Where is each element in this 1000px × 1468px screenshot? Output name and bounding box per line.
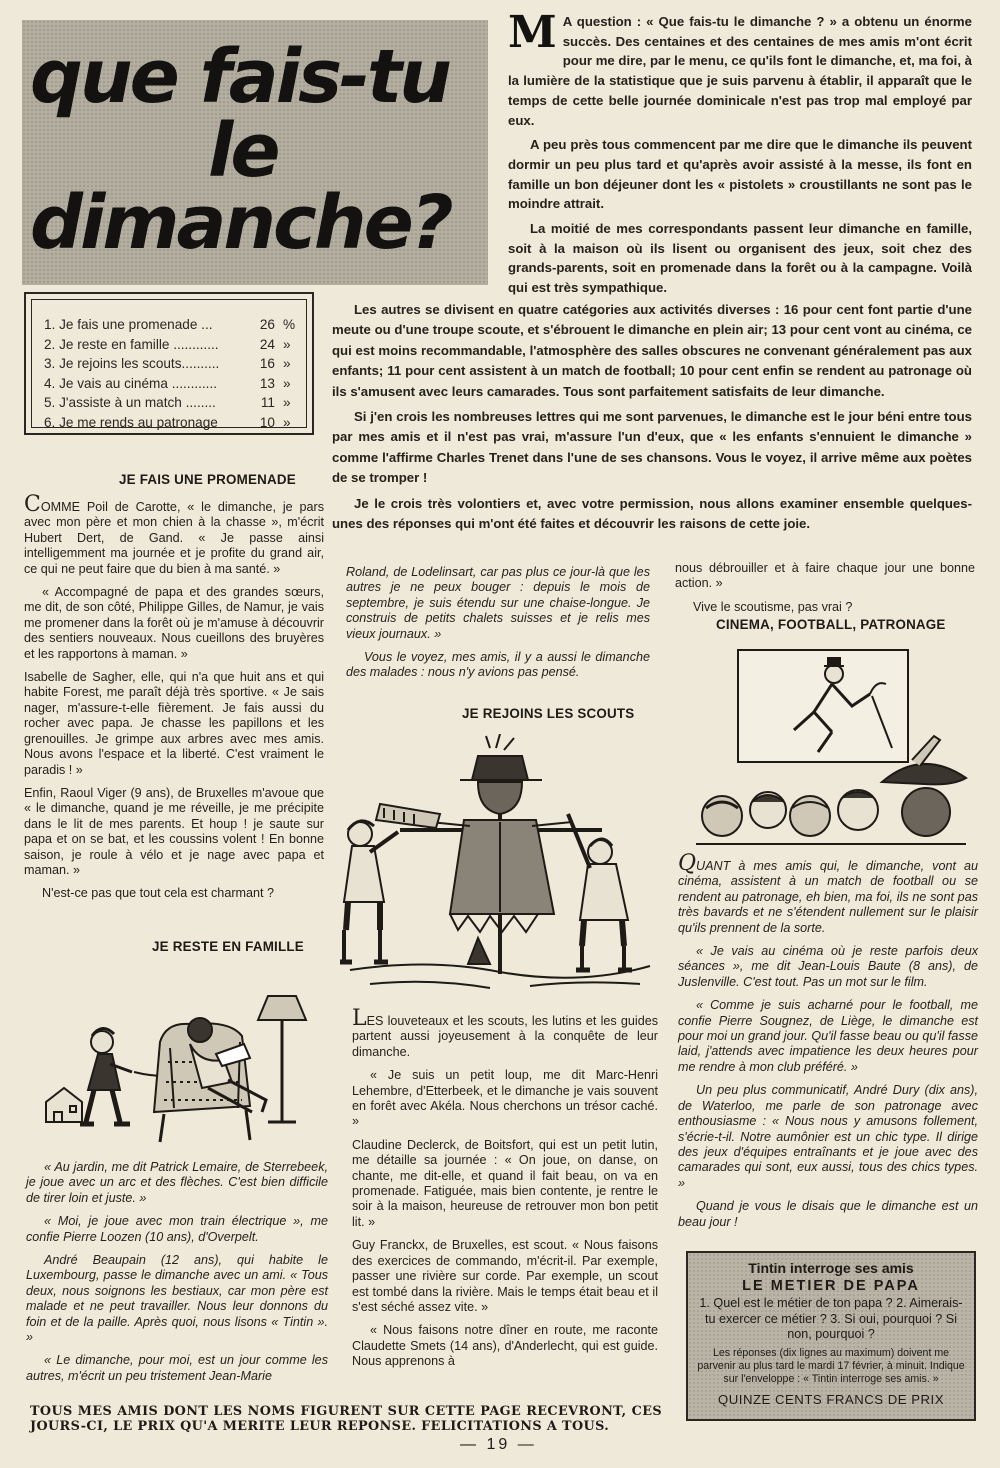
- section-col3-top: [675, 561, 975, 623]
- title-line-2: le: [208, 108, 278, 194]
- title-block: [22, 20, 488, 285]
- paragraph: Claudine Declerck, de Boitsfort, qui est un petit lutin, me détaille sa journée : « On joue, on danse, on chante, me dit-elle, et quand il fait beau, on va en promenade. Fatiguée, mais bien contente, je rentre le soir à la maison, heureuse de retrouver mon bon petit lit. »: [352, 1137, 658, 1229]
- stat-row: 1. Je fais une promenade ... 26 %: [44, 317, 296, 332]
- paragraph: QUANT à mes amis qui, le dimanche, vont au cinéma, assistent à un match de football ou se rendent au patronage, eh bien, ma foi, ils ne sont pas très bavards et ne s'étendent nullement sur le plaisir qu'ils prennent de la sorte.: [678, 851, 978, 935]
- paragraph: « Je suis un petit loup, me dit Marc-Henri Lehembre, d'Etterbeek, et le dimanche je vais souvent en forêt avec Akéla. Nous cherchons un trésor caché. »: [352, 1068, 658, 1129]
- intro-paragraph: La moitié de mes correspondants passent leur dimanche en famille, soit à la maison où ils lisent ou organisent des jeux, soit chez des grands-parents, soit en promenade dans la forêt ou à la campagne. Voilà qui est très sympathique.: [508, 221, 972, 296]
- section-scouts: [352, 1006, 658, 1378]
- paragraph: André Beaupain (12 ans), qui habite le Luxembourg, passe le dimanche avec un ami. « Tous deux, nous soignons les bestiaux, car mon père est malade et ne peut travailler. Nous leur donnons du foin et de la paille. Après quoi, nous lisons « Tintin ». »: [26, 1253, 328, 1345]
- wide-paragraph: Je le crois très volontiers et, avec votre permission, nous allons examiner ensemble quelques-unes des réponses qui m'ont été faites et découvrir les raisons de cette joie.: [332, 495, 972, 532]
- paragraph: Quand je vous le disais que le dimanche est un beau jour !: [678, 1199, 978, 1229]
- title-line-3: dimanche?: [30, 180, 451, 266]
- paragraph: « Au jardin, me dit Patrick Lemaire, de Sterrebeek, je joue avec un arc et des flèches. C'est bien difficile de tirer loin et juste. »: [26, 1160, 328, 1205]
- contest-prize: QUINZE CENTS FRANCS DE PRIX: [718, 1391, 944, 1407]
- stat-row: 5. J'assiste à un match ........ 11 »: [44, 395, 291, 411]
- paragraph: Vive le scoutisme, pas vrai ?: [693, 599, 853, 614]
- intro-text: [508, 7, 972, 303]
- section-col2-top: [346, 565, 650, 689]
- page-number: — 19 —: [460, 1436, 537, 1453]
- stat-row: 4. Je vais au cinéma ............ 13 »: [44, 375, 291, 391]
- paragraph: nous débrouiller et à faire chaque jour une bonne action. »: [675, 561, 975, 591]
- statistics-box: [24, 292, 314, 435]
- heading-scouts: JE REJOINS LES SCOUTS: [462, 706, 635, 721]
- section-promenade: [24, 492, 324, 910]
- contest-heading: Tintin interroge ses amis: [748, 1260, 914, 1276]
- heading-cinema: CINEMA, FOOTBALL, PATRONAGE: [716, 617, 946, 632]
- paragraph: « Comme je suis acharné pour le football, me confie Pierre Sougnez, de Liège, le dimanche est pour moi un grand jour. Qu'il fasse beau ou qu'il fasse laid, j'attends avec impatience les deux heures pour me rendre à mon club préféré. »: [678, 998, 978, 1074]
- paragraph: « Accompagné de papa et des grandes sœurs, me dit, de son côté, Philippe Gilles, de Namur, je vais me promener dans la forêt où je m'amuse à découvrir des sentiers nouveaux. Nous cueillons des bruyères et les rapportons à maman. »: [24, 585, 324, 661]
- stat-row: 2. Je reste en famille ............ 24 »: [44, 336, 291, 352]
- title-line-1: que fais-tu: [30, 34, 449, 120]
- paragraph: Vous le voyez, mes amis, il y a aussi le dimanche des malades : nous n'y avions pas pensé.: [346, 650, 650, 680]
- paragraph: LES louveteaux et les scouts, les lutins et les guides partent aussi joyeusement à la conquête de leur dimanche.: [352, 1006, 658, 1059]
- intro-paragraph: M A question : « Que fais-tu le dimanche ? » a obtenu un énorme succès. Des centaines et des centaines de mes amis m'ont écrit pour me dire, par le menu, ce qu'ils font le dimanche, et, ma foi, à la lumière de la statistique que je suis parvenu à établir, il apparaît que le temps de cette belle journée dominicale n'est pas trop mal employé par eux.: [508, 7, 972, 128]
- stat-row: 6. Je me rends au patronage 10 »: [44, 414, 291, 430]
- family-illustration: [40, 972, 330, 1152]
- section-cinema: [678, 851, 978, 1238]
- cinema-illustration: [682, 640, 978, 850]
- paragraph: N'est-ce pas que tout cela est charmant ?: [42, 886, 275, 901]
- paragraph: « Le dimanche, pour moi, est un jour comme les autres, m'écrit un peu tristement Jean-Marie: [26, 1353, 328, 1383]
- tintin-contest-box: [686, 1251, 976, 1421]
- contest-instructions: Les réponses (dix lignes au maximum) doivent me parvenir au plus tard le mardi 17 février, à minuit. Indique sur l'enveloppe : « Tintin interroge ses amis. »: [697, 1346, 965, 1385]
- paragraph: « Moi, je joue avec mon train électrique », me confie Pierre Loozen (10 ans), d'Overpelt.: [26, 1214, 328, 1244]
- paragraph: Un peu plus communicatif, André Dury (dix ans), de Waterloo, me parle de son patronage avec enthousiasme : « Nous nous y amusons follement, s'écrie-t-il. Notre aumônier est un chic type. Il dirige des jeux d'équipes entraînants et je joue avec des camarades qui sont, eux aussi, tous des chics types. »: [678, 1083, 978, 1190]
- stat-row: 3. Je rejoins les scouts.......... 16 »: [44, 356, 291, 372]
- paragraph: Enfin, Raoul Viger (9 ans), de Bruxelles m'avoue que « le dimanche, quand je me réveille, je me précipite dans le lit de mes parents. Et houp ! je saute sur papa et on se bat, et les coussins volent ! En bonne saison, je roule à vélo et je nage avec papa et maman. »: [24, 785, 324, 877]
- intro-wide-text: [332, 300, 972, 539]
- section-famille: [26, 1160, 328, 1392]
- paragraph: Guy Franckx, de Bruxelles, est scout. « Nous faisons des exercices de commando, m'écrit-il. Par exemple, passer une rivière sur corde. Par exemple, un scout est tombé dans la rivière. Mais le temps était beau et il s'est séché assez vite. »: [352, 1238, 658, 1314]
- paragraph: « Nous faisons notre dîner en route, me raconte Claudette Smets (14 ans), d'Anderlecht, qui est guide. Nous apprenons à: [352, 1323, 658, 1369]
- scouts-illustration: [340, 734, 660, 1004]
- intro-paragraph: A peu près tous commencent par me dire que le dimanche ils peuvent dormir un peu plus tard et qu'après avoir assisté à la messe, ils font en famille un bon déjeuner dont les « pistolets » croustillants ne sont pas le moindre attrait.: [508, 137, 972, 212]
- paragraph: Roland, de Lodelinsart, car pas plus ce jour-là que les autres je ne peux bouger : depuis le mois de septembre, je suis étendu sur une chaise-longue. Je construis de petits chalets suisses et je relis mes vieux journaux. »: [346, 565, 650, 641]
- wide-paragraph: Si j'en crois les nombreuses lettres qui me sont parvenues, le dimanche est le jour béni entre tous par mes amis et il n'est pas vrai, m'assure l'un d'eux, que « les enfants s'ennuient le dimanche » comme l'affirme Charles Trenet dans l'une de ses chansons. Vous le voyez, il arrive même aux poètes de se tromper !: [332, 409, 972, 486]
- heading-promenade: JE FAIS UNE PROMENADE: [119, 472, 296, 487]
- contest-title: LE METIER DE PAPA: [742, 1278, 920, 1294]
- intro-dropcap: M: [508, 7, 557, 58]
- wide-paragraph: Les autres se divisent en quatre catégories aux activités diverses : 16 pour cent font partie d'une meute ou d'une troupe scoute, et s'ébrouent le dimanche en plein air; 13 pour cent vont au cinéma, ce qui est moins recommandable, l'atmosphère des salles obscures ne convenant généralement pas aux enfants; 11 pour cent assistent à un match de football; 10 pour cent enfin se rendent au patronage où ils s'amusent avec leurs camarades. Tous sont parfaitement satisfaits de leur dimanche.: [332, 302, 972, 399]
- paragraph: Isabelle de Sagher, elle, qui n'a que huit ans et qui habite Forest, me paraît déjà très sportive. « Je sais nager, m'assure-t-elle fièrement. Je fais aussi du rocher avec papa. Je chasse les papillons et les grenouilles. Je grimpe aux arbres avec mes amis. Nous avons l'espace et la liberté. C'est vraiment le paradis ! »: [24, 670, 324, 777]
- contest-questions: 1. Quel est le métier de ton papa ? 2. Aimerais-tu exercer ce métier ? 3. Si oui, pourquoi ? Si non, pourquoi ?: [699, 1296, 963, 1342]
- paragraph: « Je vais au cinéma où je reste parfois deux séances », me dit Jean-Louis Baute (8 ans), de Juslenville. C'est tout. Pas un mot sur le film.: [678, 944, 978, 989]
- paragraph: COMME Poil de Carotte, « le dimanche, je pars avec mon père et mon chien à la chasse », m'écrit Hubert Dert, de Gand. « Je passe ainsi intelligemment ma journée et je profite du grand air, ce qui ne peut faire que du bien à ma santé. »: [24, 492, 324, 576]
- heading-famille: JE RESTE EN FAMILLE: [152, 939, 304, 954]
- footer-notice: TOUS MES AMIS DONT LES NOMS FIGURENT SUR CETTE PAGE RECEVRONT, CES JOURS-CI, LE PRIX QU'A MERITE LEUR REPONSE. FELICITATIONS A TOUS.: [30, 1404, 662, 1435]
